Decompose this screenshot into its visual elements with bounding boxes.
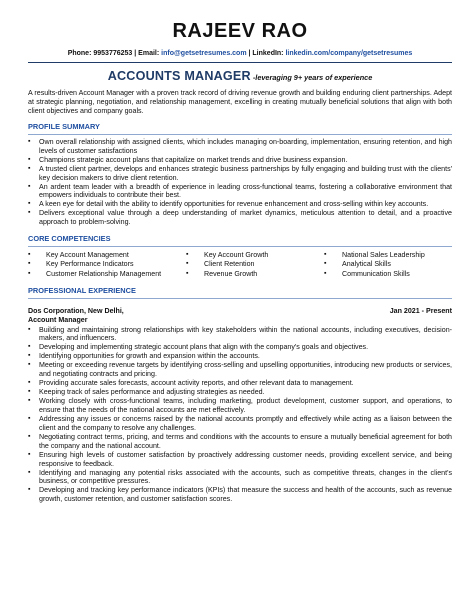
separator: | (132, 50, 139, 57)
list-item: ▪ Addressing any issues or concerns raised by the national accounts promptly and effectively while acting as a liaison between the client and the company to resolve any challenges. (28, 415, 452, 433)
competency-item: ▪ Customer Relationship Management (28, 270, 186, 279)
list-item: ▪ A keen eye for detail with the ability to identify opportunities for revenue enhancement and cross-selling within key accounts. (28, 200, 452, 209)
experience-tagline: -leveraging 9+ years of experience (250, 72, 373, 82)
headline (28, 69, 452, 85)
profile-summary-list (28, 138, 452, 227)
job-title: Account Manager (28, 315, 88, 324)
list-item: ▪ Providing accurate sales forecasts, account activity reports, and other relevant data to management. (28, 379, 452, 388)
competency-item: ▪ Client Retention (186, 260, 324, 269)
list-item: ▪ Negotiating contract terms, pricing, and terms and conditions with the accounts to ensure a mutually beneficial agreement for both the company and the national account. (28, 433, 452, 451)
email-label: Email: (138, 50, 160, 57)
email-link[interactable]: info@getsetresumes.com (161, 50, 247, 57)
list-item: ▪ Working closely with cross-functional teams, including marketing, product development, customer support, and operations, to ensure that the needs of the national accounts are met effectively. (28, 397, 452, 415)
job-header (28, 307, 452, 316)
separator: | (246, 50, 253, 57)
list-item: ▪ Building and maintaining strong relationships with key stakeholders within the national accounts, including executives, decision-makers, and influencers. (28, 326, 452, 344)
phone-label: Phone: (67, 50, 92, 57)
competency-item: ▪ Communication Skills (324, 270, 454, 279)
list-item: ▪ A trusted client partner, develops and enhances strategic business partnerships by fully engaging and building trust with the clients' key decision makers to drive client retention. (28, 165, 452, 183)
list-item: ▪ Identifying and managing any potential risks associated with the accounts, such as competitive threats, changes in the client's business, or competitive pressures. (28, 469, 452, 487)
candidate-name: RAJEEV RAO (172, 20, 308, 42)
job-dates: Jan 2021 - Present (389, 306, 452, 315)
experience-entry (28, 307, 452, 505)
linkedin-label: LinkedIn: (252, 50, 284, 57)
phone-value: 9953776253 (93, 50, 133, 57)
header-divider (28, 62, 452, 63)
linkedin-link[interactable]: linkedin.com/company/getsetresumes (285, 50, 413, 57)
competency-item: ▪ Key Account Growth (186, 251, 324, 260)
list-item: ▪ Own overall relationship with assigned clients, which includes managing on-boarding, implementation, ensuring retention, and high levels of customer satisfactions (28, 138, 452, 156)
section-title-professional-experience: PROFESSIONAL EXPERIENCE (28, 286, 452, 298)
section-title-profile-summary: PROFILE SUMMARY (28, 122, 452, 134)
competency-item: ▪ Revenue Growth (186, 270, 324, 279)
competency-item: ▪ Key Performance Indicators (28, 260, 186, 269)
list-item: ▪ An ardent team leader with a breadth of experience in leading cross-functional teams, fostering a collaborative environment that empowers individuals to contribute their best. (28, 183, 452, 201)
list-item: ▪ Identifying opportunities for growth and expansion within the accounts. (28, 352, 452, 361)
competencies-grid (28, 251, 452, 280)
summary-paragraph: A results-driven Account Manager with a proven track record of driving revenue growth and building enduring client partnerships. Adept at strategic planning, negotiation, and relationship management, excelling in creating mutually beneficial solutions that align with both client objectives and company goals. (28, 88, 452, 115)
experience-list (28, 326, 452, 505)
company-name: Dos Corporation, New Delhi, (28, 306, 124, 315)
list-item: ▪ Meeting or exceeding revenue targets by identifying cross-selling and upselling opportunities, introducing new products or services, and negotiating contracts and pricing. (28, 361, 452, 379)
list-item: ▪ Developing and implementing strategic account plans that align with the company's goals and objectives. (28, 343, 452, 352)
list-item: ▪ Keeping track of sales performance and adjusting strategies as needed. (28, 388, 452, 397)
list-item: ▪ Champions strategic account plans that capitalize on market trends and drive business expansion. (28, 156, 452, 165)
competency-item: ▪ Key Account Management (28, 251, 186, 260)
section-title-core-competencies: CORE COMPETENCIES (28, 234, 452, 246)
contact-line (28, 50, 452, 59)
competency-item: ▪ Analytical Skills (324, 260, 454, 269)
job-role-title: ACCOUNTS MANAGER (107, 68, 251, 83)
competency-item: ▪ National Sales Leadership (324, 251, 454, 260)
list-item: ▪ Developing and tracking key performance indicators (KPIs) that measure the success and health of the accounts, such as revenue growth, customer retention, and customer satisfaction scores. (28, 486, 452, 504)
list-item: ▪ Ensuring high levels of customer satisfaction by proactively addressing customer needs, providing excellent service, and being responsive to feedback. (28, 451, 452, 469)
list-item: ▪ Delivers exceptional value through a deep understanding of market dynamics, meticulous attention to detail, and a proactive approach to problem-solving. (28, 209, 452, 227)
